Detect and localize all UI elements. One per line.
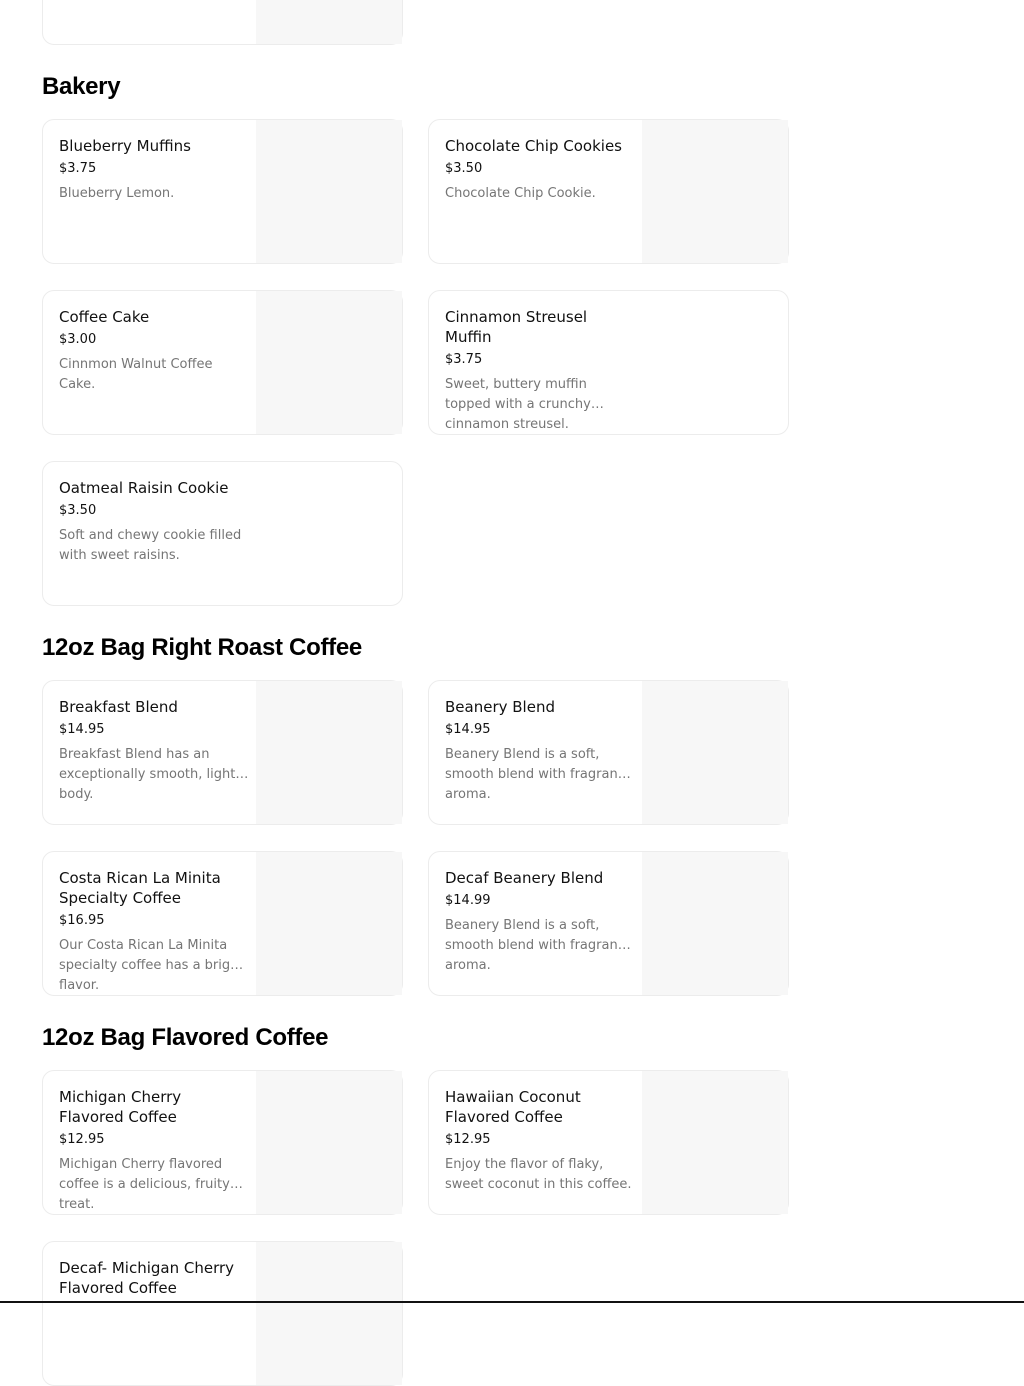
item-price: $3.50 bbox=[445, 161, 483, 176]
item-image bbox=[256, 852, 402, 995]
item-info bbox=[59, 307, 249, 395]
menu-item-card[interactable] bbox=[42, 1070, 403, 1215]
menu-item-card[interactable] bbox=[42, 119, 403, 264]
item-name: Blueberry Muffins bbox=[59, 137, 191, 155]
item-price: $3.50 bbox=[59, 503, 97, 518]
item-info bbox=[445, 697, 635, 802]
menu-item-card[interactable] bbox=[42, 680, 403, 825]
item-description: Breakfast Blend has an exceptionally smooth, light body. bbox=[59, 747, 236, 802]
item-description: Beanery Blend is a soft, smooth blend with fragrant aroma. bbox=[445, 747, 623, 802]
item-image bbox=[642, 1071, 788, 1214]
item-description: Michigan Cherry flavored coffee is a delicious, fruity treat. bbox=[59, 1157, 230, 1212]
item-info bbox=[59, 868, 249, 993]
item-image bbox=[642, 852, 788, 995]
item-info bbox=[445, 1087, 635, 1195]
item-image bbox=[256, 681, 402, 824]
item-info bbox=[445, 307, 635, 432]
item-info bbox=[59, 697, 249, 802]
menu-item-card[interactable] bbox=[428, 680, 789, 825]
item-image bbox=[256, 120, 402, 263]
item-name: Chocolate Chip Cookies bbox=[445, 137, 622, 155]
item-description: Our Costa Rican La Minita specialty coffee has a bright flavor. bbox=[59, 938, 244, 993]
section-title-flavored-coffee: 12oz Bag Flavored Coffee bbox=[42, 1024, 329, 1051]
item-image bbox=[256, 1242, 402, 1385]
menu-item-card[interactable] bbox=[42, 0, 403, 45]
item-description: Soft and chewy cookie filled with sweet raisins. bbox=[59, 528, 242, 563]
item-name: Hawaiian Coconut Flavored Coffee bbox=[445, 1088, 581, 1126]
item-image bbox=[642, 120, 788, 263]
item-image bbox=[256, 0, 402, 44]
menu-item-card[interactable] bbox=[428, 290, 789, 435]
item-name: Costa Rican La Minita Specialty Coffee bbox=[59, 869, 221, 907]
item-price: $12.95 bbox=[59, 1132, 105, 1147]
item-price: $3.75 bbox=[59, 161, 97, 176]
item-description: Cinnmon Walnut Coffee Cake. bbox=[59, 357, 213, 392]
item-info bbox=[59, 136, 249, 204]
bottom-divider bbox=[0, 1301, 1024, 1303]
item-price: $12.95 bbox=[445, 1132, 491, 1147]
menu-item-card[interactable] bbox=[42, 1241, 403, 1386]
item-name: Breakfast Blend bbox=[59, 698, 178, 716]
item-name: Michigan Cherry Flavored Coffee bbox=[59, 1088, 182, 1126]
item-info bbox=[59, 1258, 249, 1304]
item-description: Blueberry Lemon. bbox=[59, 186, 175, 201]
item-info bbox=[59, 478, 249, 566]
item-name: Cinnamon Streusel Muffin bbox=[445, 308, 588, 346]
item-name: Coffee Cake bbox=[59, 308, 150, 326]
item-image bbox=[642, 681, 788, 824]
item-price: $14.95 bbox=[59, 722, 105, 737]
item-description: Beanery Blend is a soft, smooth blend with fragrant aroma. bbox=[445, 918, 623, 973]
item-price: $16.95 bbox=[59, 913, 105, 928]
item-price: $14.99 bbox=[445, 893, 491, 908]
menu-item-card[interactable] bbox=[42, 290, 403, 435]
item-name: Beanery Blend bbox=[445, 698, 555, 716]
section-title-bakery: Bakery bbox=[42, 73, 121, 100]
item-info bbox=[445, 868, 635, 973]
menu-item-card[interactable] bbox=[428, 119, 789, 264]
item-image bbox=[256, 1071, 402, 1214]
item-name: Decaf Beanery Blend bbox=[445, 869, 604, 887]
item-price: $14.95 bbox=[445, 722, 491, 737]
item-info bbox=[59, 1087, 249, 1212]
item-price: $3.00 bbox=[59, 332, 97, 347]
item-image bbox=[256, 291, 402, 434]
menu-item-card[interactable] bbox=[428, 1070, 789, 1215]
item-name: Oatmeal Raisin Cookie bbox=[59, 479, 229, 497]
menu-item-card[interactable] bbox=[42, 461, 403, 606]
section-title-right-roast: 12oz Bag Right Roast Coffee bbox=[42, 634, 362, 661]
item-name: Decaf- Michigan Cherry Flavored Coffee bbox=[59, 1259, 235, 1297]
item-description: Chocolate Chip Cookie. bbox=[445, 186, 596, 201]
menu-item-card[interactable] bbox=[428, 851, 789, 996]
item-info bbox=[445, 136, 635, 204]
menu-item-card[interactable] bbox=[42, 851, 403, 996]
item-price: $3.75 bbox=[445, 352, 483, 367]
item-description: Sweet, buttery muffin topped with a crunchy cinnamon streusel. bbox=[445, 377, 591, 432]
item-description: Enjoy the flavor of flaky, sweet coconut in this coffee. bbox=[445, 1157, 632, 1192]
